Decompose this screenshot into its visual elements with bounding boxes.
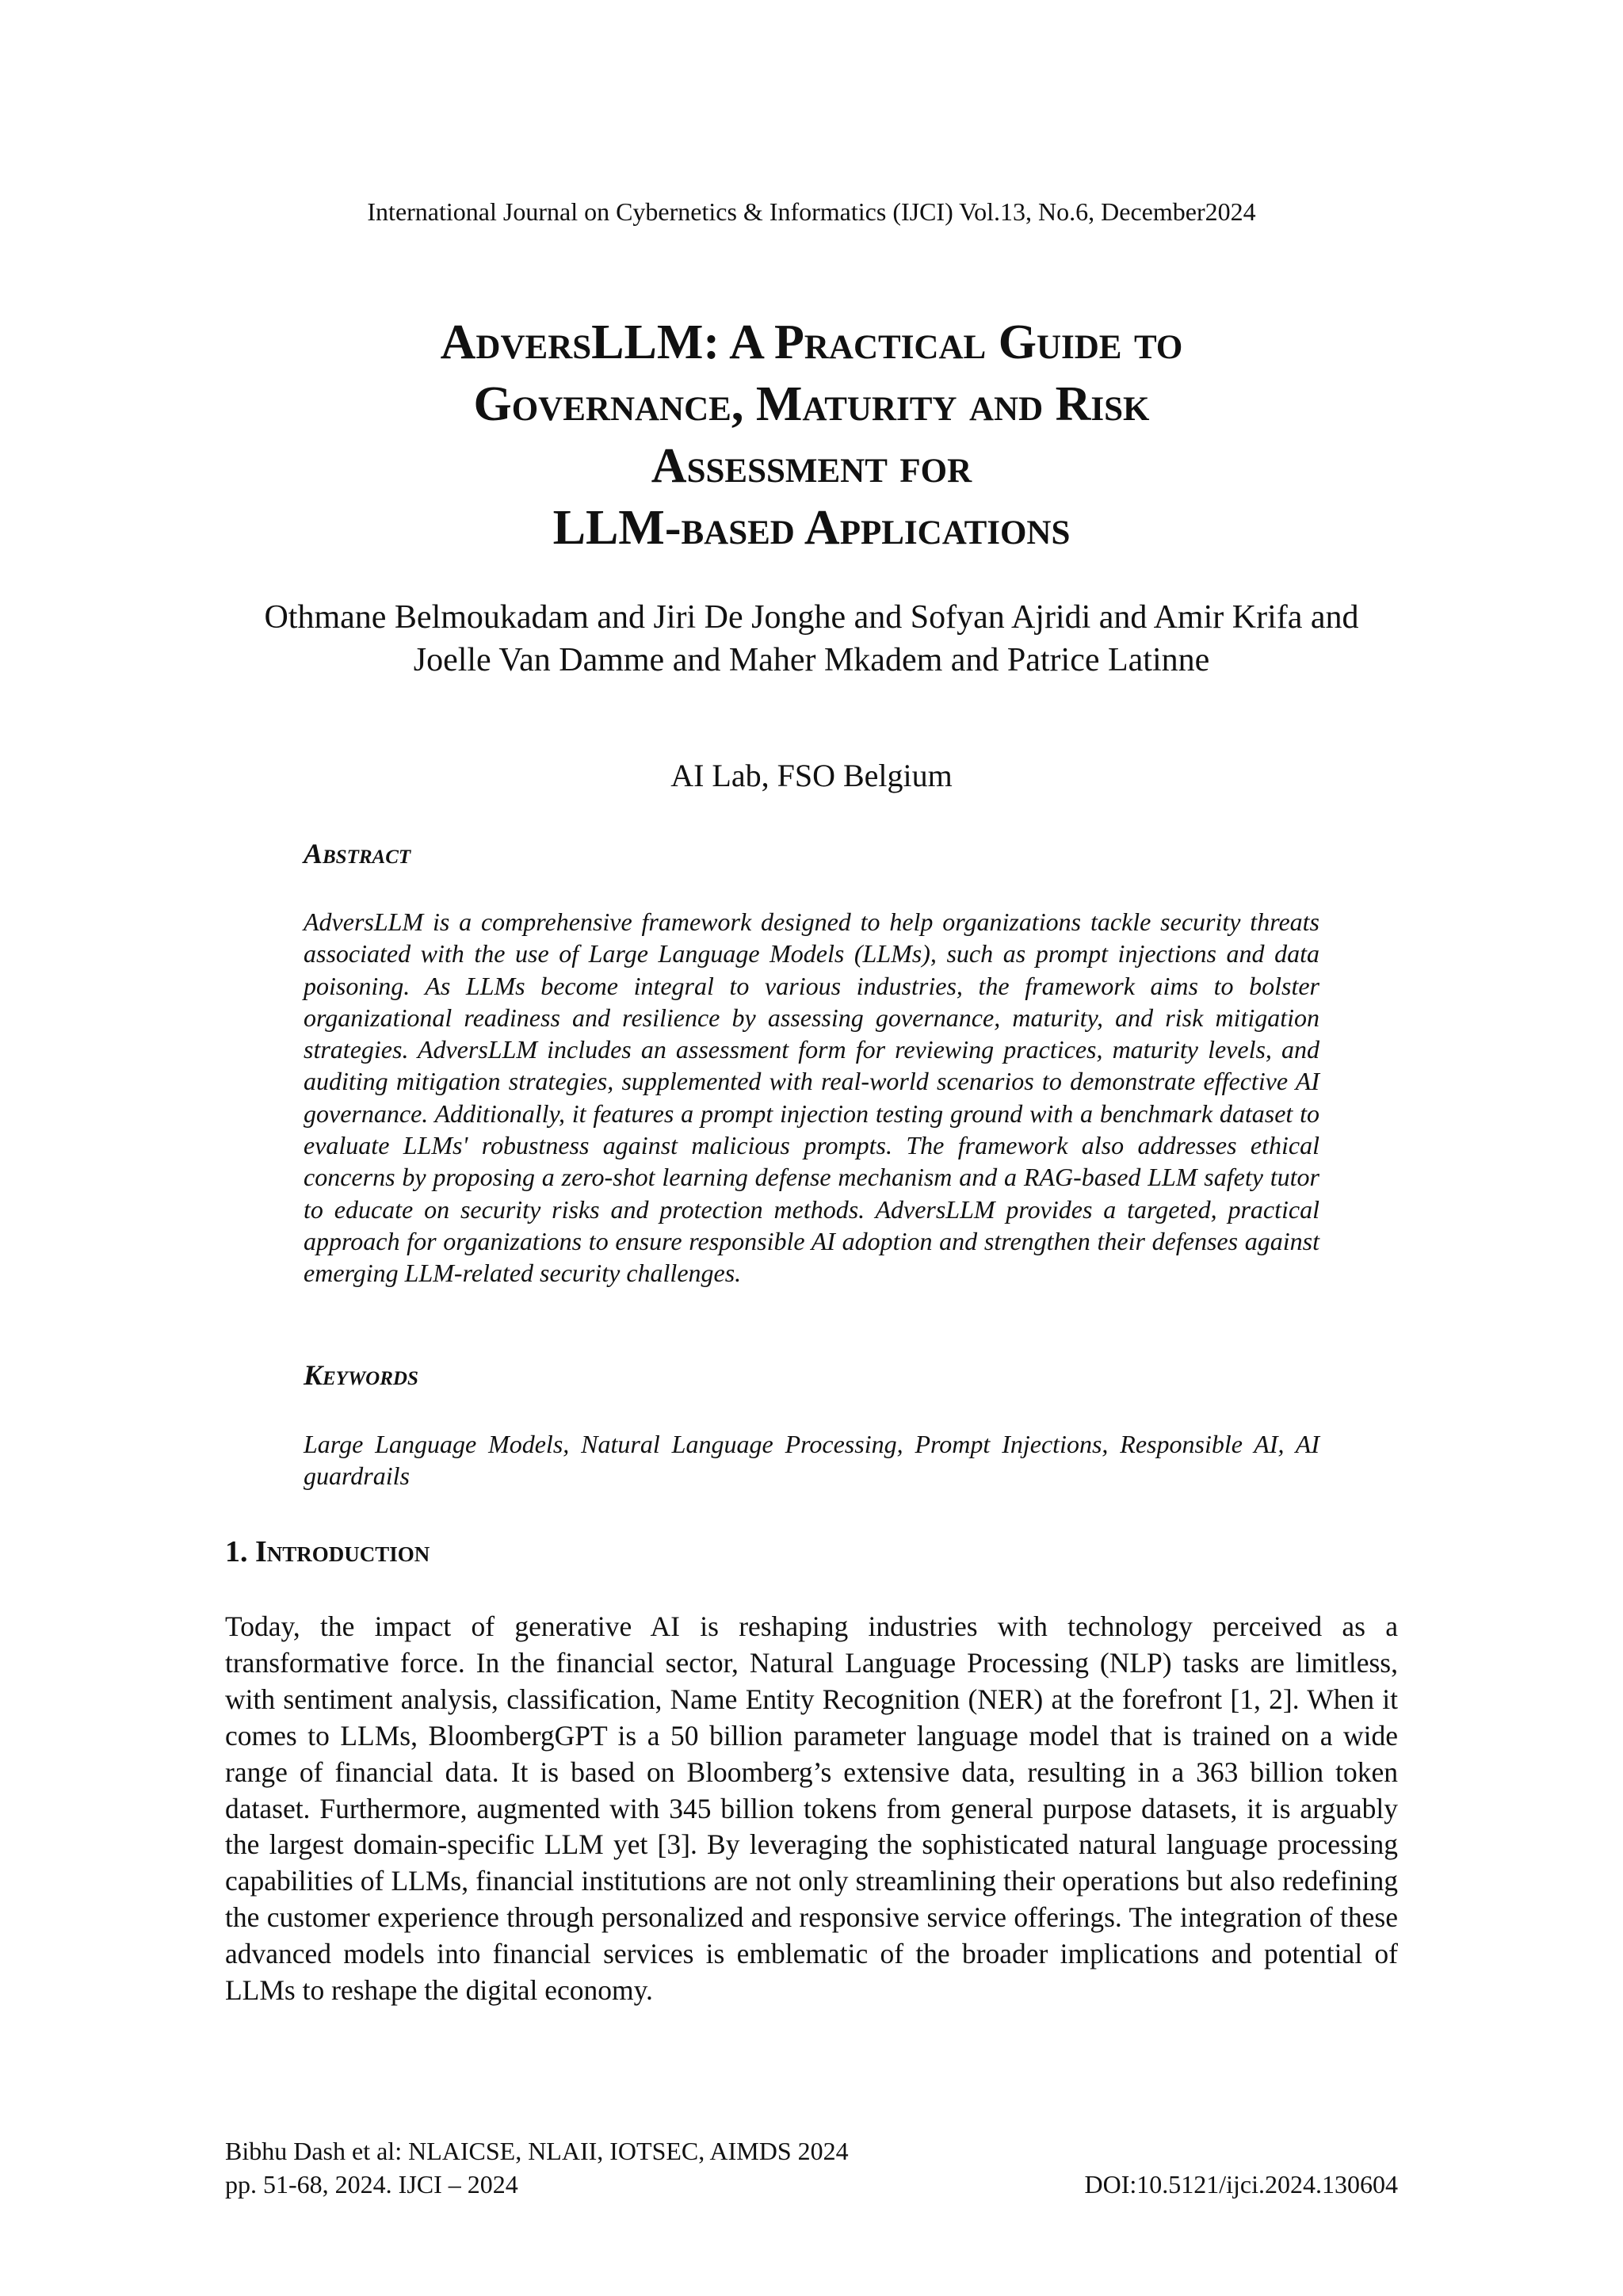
footer-doi: DOI:10.5121/ijci.2024.130604 (1084, 2170, 1398, 2199)
paper-title (238, 311, 1385, 559)
abstract-heading: Abstract (304, 838, 411, 869)
author-list: Othmane Belmoukadam and Jiri De Jonghe and Sofyan Ajridi and Amir Krifa and Joelle Van Damme and Maher Mkadem and Patrice Latinne (264, 599, 1359, 678)
journal-header: International Journal on Cybernetics & Informatics (IJCI) Vol.13, No.6, December2024 (367, 197, 1256, 226)
title-line: Assessment for (651, 439, 972, 493)
footer-citation-line: Bibhu Dash et al: NLAICSE, NLAII, IOTSEC, AIMDS 2024 (225, 2137, 849, 2165)
introduction-heading: 1. Introduction (225, 1535, 430, 1568)
introduction-paragraph: Today, the impact of generative AI is reshaping industries with technology perceived as a transformative force. In the financial sector, Natural Language Processing (NLP) tasks are limitless, with sentiment analysis, classification, Name Entity Recognition (NER) at the forefront [1, 2]. When it comes to LLMs, BloombergGPT is a 50 billion parameter language model that is trained on a wide range of financial data. It is based on Bloomberg’s extensive data, resulting in a 363 billion token dataset. Furthermore, augmented with 345 billion tokens from general purpose datasets, it is arguably the largest domain-specific LLM yet [3]. By leveraging the sophisticated natural language processing capabilities of LLMs, financial institutions are not only streamlining their operations but also redefining the customer experience through personalized and responsive service offerings. The integration of these advanced models into financial services is emblematic of the broader implications and potential of LLMs to reshape the digital economy. (225, 1610, 1398, 2007)
title-line: LLM-based Applications (552, 501, 1071, 555)
footer-citation (225, 2134, 849, 2201)
title-line: Governance, Maturity and Risk (473, 377, 1150, 431)
keywords-text: Large Language Models, Natural Language Processing, Prompt Injections, Responsible AI, AI guardrails (304, 1430, 1319, 1491)
keywords-heading: Keywords (304, 1359, 418, 1391)
abstract-text: AdversLLM is a comprehensive framework designed to help organizations tackle security threats associated with the use of Large Language Models (LLMs), such as prompt injections and data poisoning. As LLMs become integral to various industries, the framework aims to bolster organizational readiness and resilience by assessing governance, maturity, and risk mitigation strategies. AdversLLM includes an assessment form for reviewing practices, maturity levels, and auditing mitigation strategies, supplemented with real-world scenarios to demonstrate effective AI governance. Additionally, it features a prompt injection testing ground with a benchmark dataset to evaluate LLMs' robustness against malicious prompts. The framework also addresses ethical concerns by proposing a zero-shot learning defense mechanism and a RAG-based LLM safety tutor to educate on security risks and protection methods. AdversLLM provides a targeted, practical approach for organizations to ensure responsible AI adoption and strengthen their defenses against emerging LLM-related security challenges. (304, 907, 1319, 1288)
title-line: AdversLLM: A Practical Guide to (440, 315, 1183, 369)
affiliation: AI Lab, FSO Belgium (670, 758, 953, 793)
footer-citation-line: pp. 51-68, 2024. IJCI – 2024 (225, 2170, 518, 2199)
